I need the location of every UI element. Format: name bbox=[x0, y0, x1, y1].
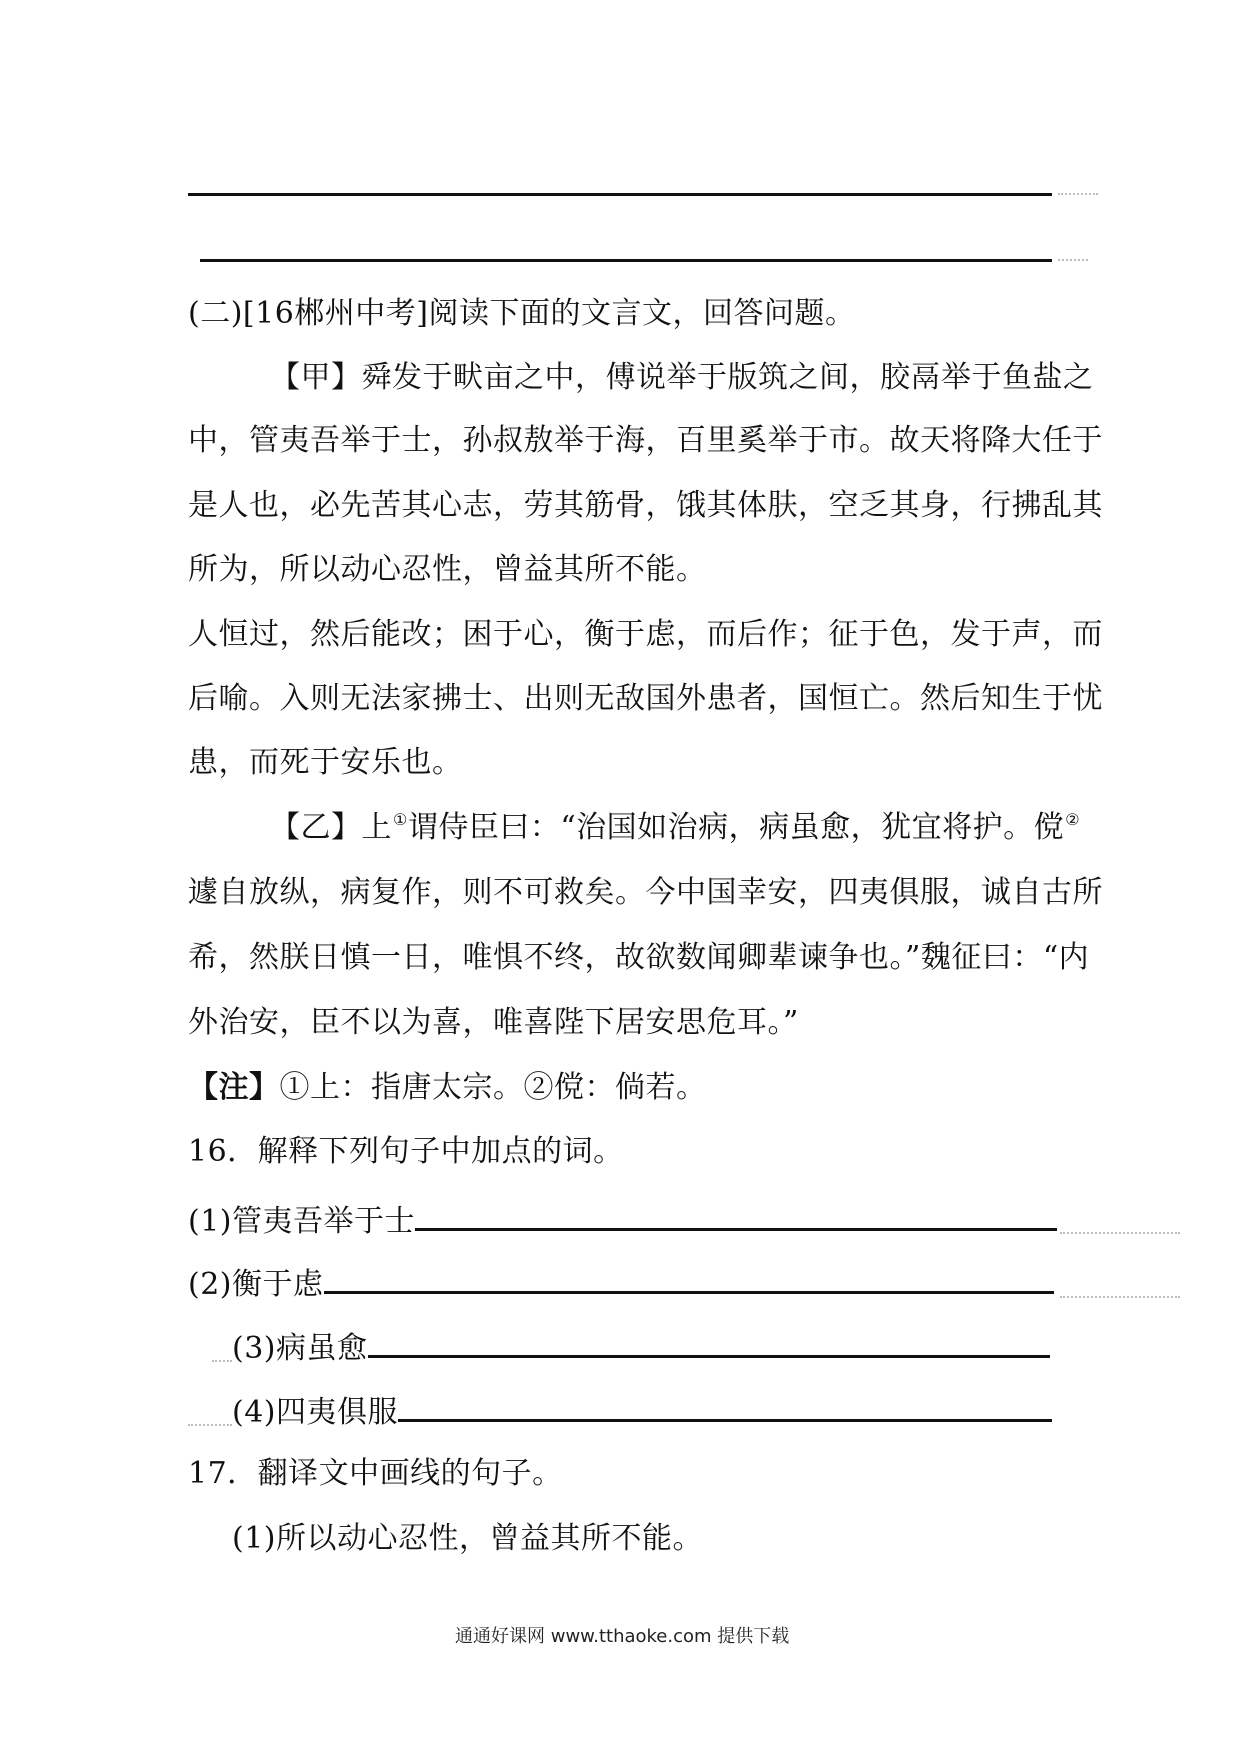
passage-a-line: 所为，所以动心忍性，曾益其所不能。 bbox=[188, 552, 707, 587]
q16-item-1 bbox=[188, 1200, 1057, 1240]
q17-item-1: (1)所以动心忍性，曾益其所不能。 bbox=[232, 1521, 703, 1556]
q16-item-4 bbox=[232, 1391, 1052, 1431]
passage-a-line: 中，管夷吾举于士，孙叔敖举于海，百里奚举于市。故天将降大任于 bbox=[188, 423, 1103, 458]
answer-blank-2[interactable] bbox=[324, 1263, 1054, 1294]
question-17-title: 17．翻译文中画线的句子。 bbox=[188, 1456, 563, 1491]
passage-a-line: 【甲】舜发于畎亩之中，傅说举于版筑之间，胶鬲举于鱼盐之 bbox=[270, 360, 1094, 395]
footnote-marker-1: ① bbox=[393, 810, 408, 829]
q16-item-3 bbox=[232, 1327, 1050, 1367]
passage-a-line: 患，而死于安乐也。 bbox=[188, 745, 463, 780]
q16-item-1-label: (1)管夷吾举于士 bbox=[188, 1204, 415, 1239]
note bbox=[188, 1070, 707, 1106]
margin-dots bbox=[212, 1360, 232, 1362]
q16-item-3-label: (3)病虽愈 bbox=[232, 1331, 368, 1366]
passage-b-start: 【乙】上 bbox=[270, 810, 392, 845]
q16-item-2 bbox=[188, 1263, 1054, 1303]
passage-a-line: 人恒过，然后能改；困于心，衡于虑，而后作；征于色，发于声，而 bbox=[188, 617, 1103, 652]
margin-dots bbox=[1058, 193, 1098, 195]
passage-a-line: 是人也，必先苦其心志，劳其筋骨，饿其体肤，空乏其身，行拂乱其 bbox=[188, 488, 1103, 523]
note-label: 【注】 bbox=[188, 1070, 280, 1105]
passage-b-quote: 谓侍臣曰：“治国如治病，病虽愈，犹宜将护。傥 bbox=[407, 810, 1065, 845]
note-text: ①上：指唐太宗。②傥：倘若。 bbox=[279, 1070, 707, 1105]
passage-b-line bbox=[270, 810, 1080, 850]
margin-dots bbox=[1060, 1296, 1180, 1298]
margin-dots bbox=[1060, 1232, 1180, 1234]
passage-a-line: 后喻。入则无法家拂士、出则无敌国外患者，国恒亡。然后知生于忧 bbox=[188, 681, 1103, 716]
footer-credit: 通通好课网 www.tthaoke.com 提供下载 bbox=[455, 1626, 790, 1647]
answer-blank-4[interactable] bbox=[398, 1391, 1052, 1422]
answer-line-top-1 bbox=[188, 193, 1052, 196]
answer-blank-3[interactable] bbox=[368, 1327, 1050, 1358]
question-16-title: 16．解释下列句子中加点的词。 bbox=[188, 1134, 624, 1169]
margin-dots bbox=[1058, 259, 1088, 261]
q16-item-4-label: (4)四夷俱服 bbox=[232, 1395, 398, 1430]
answer-blank-1[interactable] bbox=[415, 1200, 1057, 1231]
answer-line-top-2 bbox=[200, 259, 1052, 262]
passage-b-line: 希，然朕日慎一日，唯惧不终，故欲数闻卿辈谏争也。”魏征曰：“内 bbox=[188, 940, 1090, 975]
margin-dots bbox=[188, 1424, 232, 1426]
passage-b-line: 遽自放纵，病复作，则不可救矣。今中国幸安，四夷俱服，诚自古所 bbox=[188, 875, 1103, 910]
footnote-marker-2: ② bbox=[1065, 810, 1081, 829]
section-header: (二)[16郴州中考]阅读下面的文言文，回答问题。 bbox=[188, 296, 856, 331]
passage-b-line: 外治安，臣不以为喜，唯喜陛下居安思危耳。” bbox=[188, 1005, 799, 1040]
q16-item-2-label: (2)衡于虑 bbox=[188, 1267, 324, 1302]
